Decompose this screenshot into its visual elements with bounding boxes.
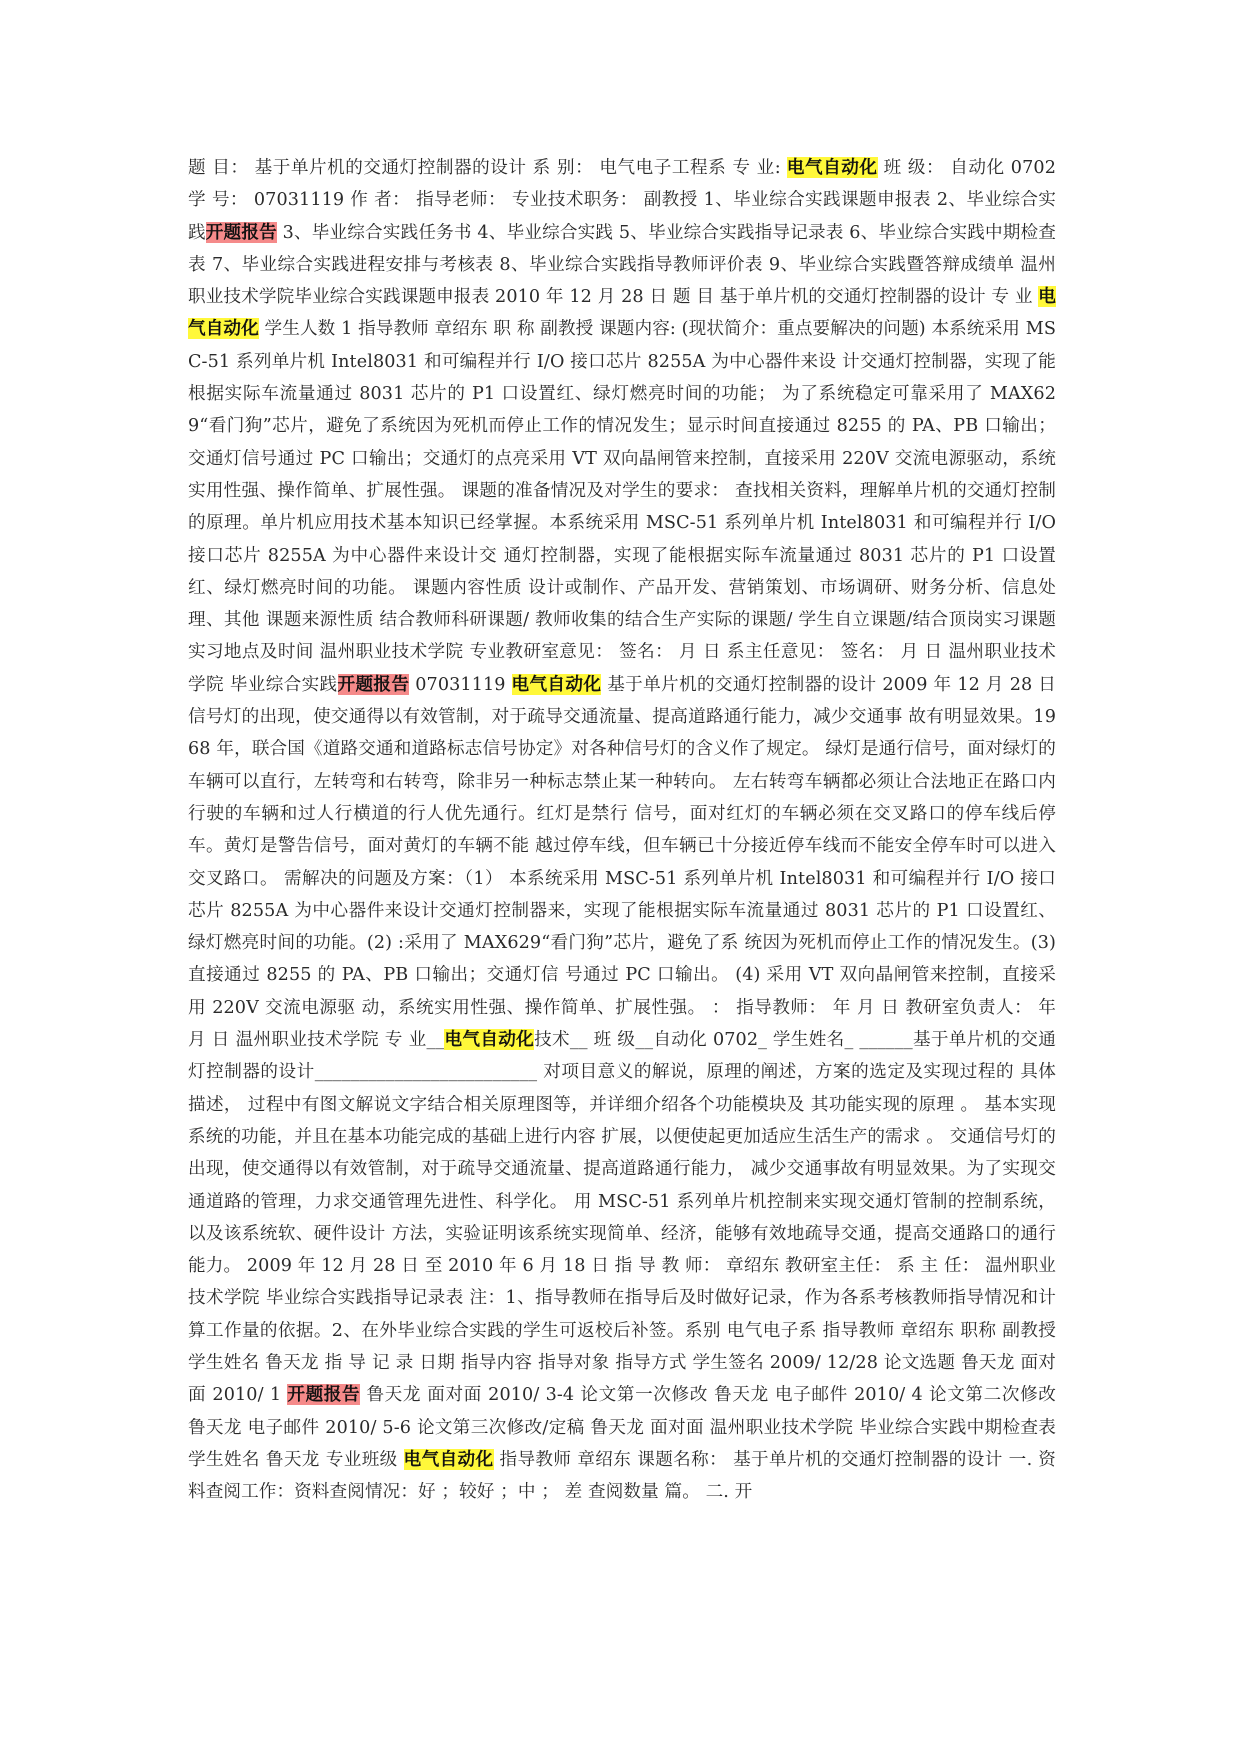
document-body	[188, 152, 1062, 1508]
highlight-report-keyword: 开题报告	[287, 1384, 361, 1406]
text-segment: 学生人数 1 指导教师 章绍东 职 称 副教授 课题内容: (现状简介：重点要解决的问题) 本系统采用 MSC-51 系列单片机 Intel8031 和可编程并行 I/O 接口芯片 8255A 为中心器件来设 计交通灯控制器，实现了能根据实际车流量通过 8031 芯片的 P1 口设置红、绿灯燃亮时间的功能； 为了系统稳定可靠采用了 MAX629“看门狗”芯片，避免了系统因为死机而停止工作的情况发生；显示时间直接通过 8255 的 PA、PB 口输出；交通灯信号通过 PC 口输出；交通灯的点亮采用 VT 双向晶闸管来控制，直接采用 220V 交流电源驱动，系统实用性强、操作简单、扩展性强。 课题的准备情况及对学生的要求： 查找相关资料，理解单片机的交通灯控制的原理。单片机应用技术基本知识已经掌握。本系统采用 MSC-51 系列单片机 Intel8031 和可编程并行 I/O 接口芯片 8255A 为中心器件来设计交 通灯控制器，实现了能根据实际车流量通过 8031 芯片的 P1 口设置红、绿灯燃亮时间的功能。 课题内容性质 设计或制作、产品开发、营销策划、市场调研、财务分析、信息处理、其他 课题来源性质 结合教师科研课题/ 教师收集的结合生产实际的课题/ 学生自立课题/结合顶岗实习课题 实习地点及时间 温州职业技术学院 专业教研室意见： 签名： 月 日 系主任意见： 签名： 月 日 温州职业技术学院 毕业综合实践	[188, 319, 1062, 695]
text-segment: 3、毕业综合实践任务书 4、毕业综合实践 5、毕业综合实践指导记录表 6、毕业综合实践中期检查表 7、毕业综合实践进程安排与考核表 8、毕业综合实践指导教师评价表 9、毕业综合实践暨答辩成绩单 温州职业技术学院毕业综合实践课题申报表 2010 年 12 月 28 日 题 目 基于单片机的交通灯控制器的设计 专 业	[188, 222, 1057, 308]
highlight-report-keyword: 开题报告	[337, 673, 410, 695]
highlight-major-keyword: 电气自动化	[786, 157, 878, 178]
text-segment: 基于单片机的交通灯控制器的设计 2009 年 12 月 28 日 信号灯的出现，使交通得以有效管制，对于疏导交通流量、提高道路通行能力，减少交通事 故有明显效果。1968 年，联合国《道路交通和道路标志信号协定》对各种信号灯的含义作了规定。 绿灯是通行信号，面对绿灯的车辆可以直行，左转弯和右转弯，除非另一种标志禁止某一种转向。 左右转弯车辆都必须让合法地正在路口内行驶的车辆和过人行横道的行人优先通行。红灯是禁行 信号，面对红灯的车辆必须在交叉路口的停车线后停车。黄灯是警告信号，面对黄灯的车辆不能 越过停车线，但车辆已十分接近停车线而不能安全停车时可以进入交叉路口。 需解决的问题及方案：（1） 本系统采用 MSC-51 系列单片机 Intel8031 和可编程并行 I/O 接口芯片 8255A 为中心器件来设计交通灯控制器来，实现了能根据实际车流量通过 8031 芯片的 P1 口设置红、绿灯燃亮时间的功能。(2) :采用了 MAX629“看门狗”芯片，避免了系 统因为死机而停止工作的情况发生。(3) 直接通过 8255 的 PA、PB 口输出；交通灯信 号通过 PC 口输出。 (4) 采用 VT 双向晶闸管来控制，直接采用 220V 交流电源驱 动，系统实用性强、操作简单、扩展性强。 ： 指导教师： 年 月 日 教研室负责人： 年 月 日 温州职业技术学院 专 业	[188, 674, 1062, 1051]
highlight-major-keyword: 电气自动化	[188, 286, 1056, 340]
underline-blank: __	[426, 1030, 445, 1051]
text-segment: 技术	[534, 1030, 570, 1051]
underline-blank: __	[569, 1030, 588, 1051]
text-segment: 指导教师 章绍东 课题名称： 基于单片机的交通灯控制器的设计 一. 资料查阅工作：资料查阅情况：好 ；较好 ；中 ； 差 查阅数量 篇。 二. 开	[188, 1449, 1056, 1503]
highlight-report-keyword: 开题报告	[205, 221, 277, 243]
highlight-major-keyword: 电气自动化	[403, 1448, 494, 1470]
highlight-major-keyword: 电气自动化	[511, 673, 602, 695]
text-segment: 07031119	[409, 674, 512, 695]
text-segment: 题 目： 基于单片机的交通灯控制器的设计 系 别： 电气电子工程系 专 业:	[188, 158, 787, 178]
underline-blank: __	[635, 1030, 654, 1051]
text-segment: 鲁天龙 面对面 2010/ 3-4 论文第一次修改 鲁天龙 电子邮件 2010/ 4 论文第二次修改 鲁天龙 电子邮件 2010/ 5-6 论文第三次修改/定稿 鲁天龙 面对面 温州职业技术学院 毕业综合实践中期检查表 学生姓名 鲁天龙 专业班级	[188, 1385, 1062, 1470]
text-segment: 班 级	[587, 1030, 636, 1051]
text-segment: 班 级： 自动化 0702 学 号： 07031119 作 者： 指导老师： 专业技术职务： 副教授 1、毕业综合实践课题申报表 2、毕业综合实践	[188, 158, 1062, 243]
highlight-major-keyword: 电气自动化	[444, 1029, 535, 1051]
text-segment: 自动化 0702_ 学生姓名_ ______基于单片机的交通灯控制器的设计_________________________ 对项目意义的解说，原理的阐述，方案的选定及实现过程的 具体描述， 过程中有图文解说文字结合相关原理图等，并详细介绍各个功能模块及 其功能实现的原理 。 基本实现系统的功能，并且在基本功能完成的基础上进行内容 扩展，以便使起更加适应生活生产的需求 。 交通信号灯的出现，使交通得以有效管制，对于疏导交通流量、提高道路通行能力， 减少交通事故有明显效果。为了实现交通道路的管理，力求交通管理先进性、科学化。 用 MSC-51 系列单片机控制来实现交通灯管制的控制系统，以及该系统软、硬件设计 方法，实验证明该系统实现简单、经济，能够有效地疏导交通，提高交通路口的通行 能力。 2009 年 12 月 28 日 至 2010 年 6 月 18 日 指 导 教 师： 章绍东 教研室主任： 系 主 任： 温州职业技术学院 毕业综合实践指导记录表 注：1、指导教师在指导后及时做好记录，作为各系考核教师指导情况和计算工作量的依据。2、在外毕业综合实践的学生可返校后补签。系别 电气电子系 指导教师 章绍东 职称 副教授 学生姓名 鲁天龙 指 导 记 录 日期 指导内容 指导对象 指导方式 学生签名 2009/ 12/28 论文选题 鲁天龙 面对面 2010/ 1	[188, 1030, 1062, 1406]
